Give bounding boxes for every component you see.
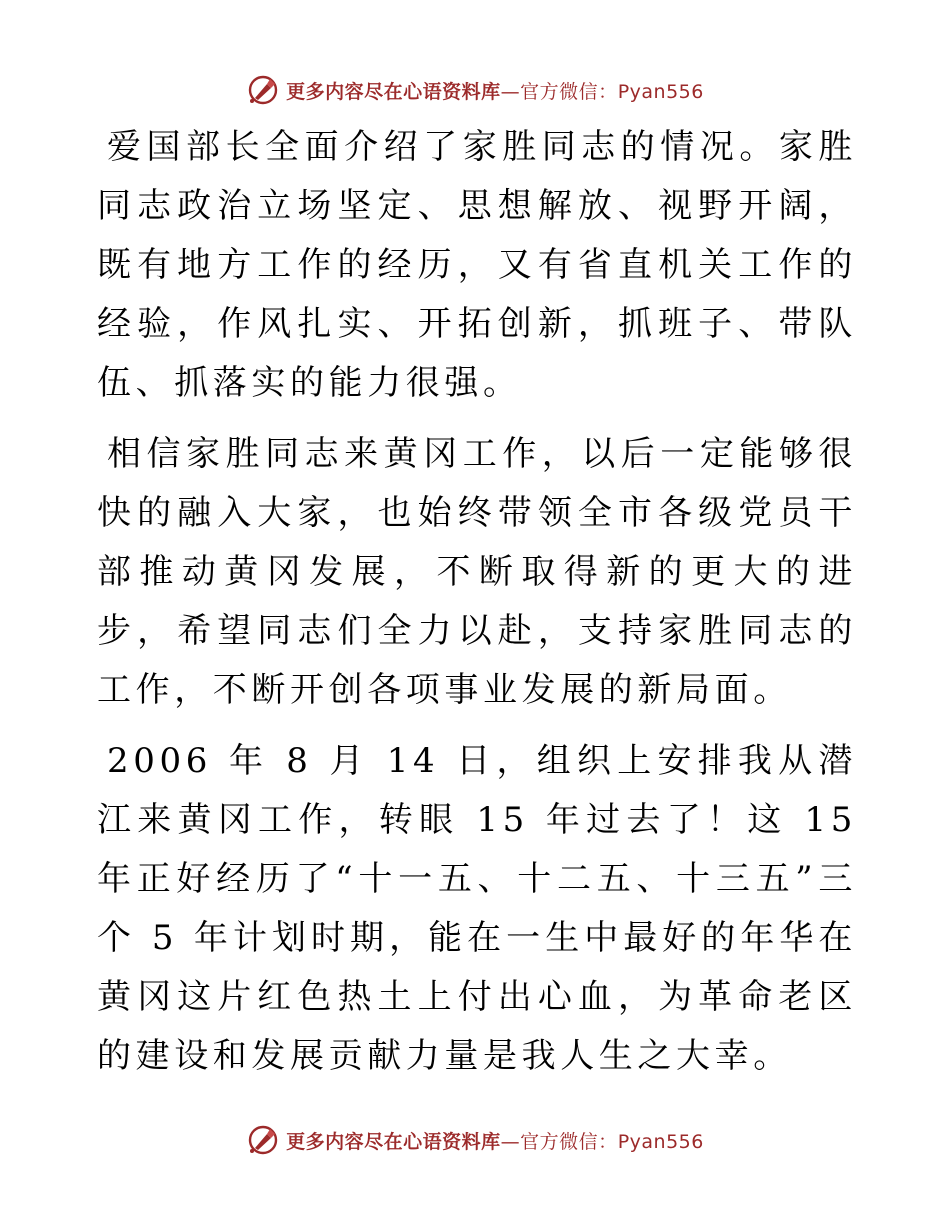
header-watermark	[246, 73, 704, 107]
watermark-text	[286, 1127, 704, 1154]
watermark-text	[286, 77, 704, 104]
watermark-wechat-id: Pyan556	[617, 80, 704, 103]
watermark-wechat-label: 官方微信：	[520, 80, 618, 103]
header-watermark-banner	[0, 70, 950, 110]
watermark-separator: —	[500, 80, 521, 103]
footer-watermark-banner	[0, 1120, 950, 1160]
pen-nib-circle-icon	[246, 73, 280, 107]
paragraph-1: 爱国部长全面介绍了家胜同志的情况。家胜同志政治立场坚定、思想解放、视野开阔，既有地方工作的经历，又有省直机关工作的经验，作风扎实、开拓创新，抓班子、带队伍、抓落实的能力很强。	[97, 127, 857, 403]
watermark-wechat-label: 官方微信：	[520, 1130, 618, 1153]
paragraph-3: 2006 年 8 月 14 日，组织上安排我从潜江来黄冈工作，转眼 15 年过去了！这 15 年正好经历了“十一五、十二五、十三五”三个 5 年计划时期，能在一生中最好的年华在黄冈这片红色热土上付出心血，为革命老区的建设和发展贡献力量是我人生之大幸。	[97, 741, 857, 1076]
watermark-main-text: 更多内容尽在心语资料库	[286, 80, 501, 103]
watermark-main-text: 更多内容尽在心语资料库	[286, 1130, 501, 1153]
watermark-separator: —	[500, 1130, 521, 1153]
paragraph-2: 相信家胜同志来黄冈工作，以后一定能够很快的融入大家，也始终带领全市各级党员干部推动黄冈发展，不断取得新的更大的进步，希望同志们全力以赴，支持家胜同志的工作，不断开创各项事业发展的新局面。	[97, 434, 857, 710]
pen-nib-circle-icon	[246, 1123, 280, 1157]
document-body	[97, 118, 857, 1098]
footer-watermark	[246, 1123, 704, 1157]
watermark-wechat-id: Pyan556	[617, 1130, 704, 1153]
